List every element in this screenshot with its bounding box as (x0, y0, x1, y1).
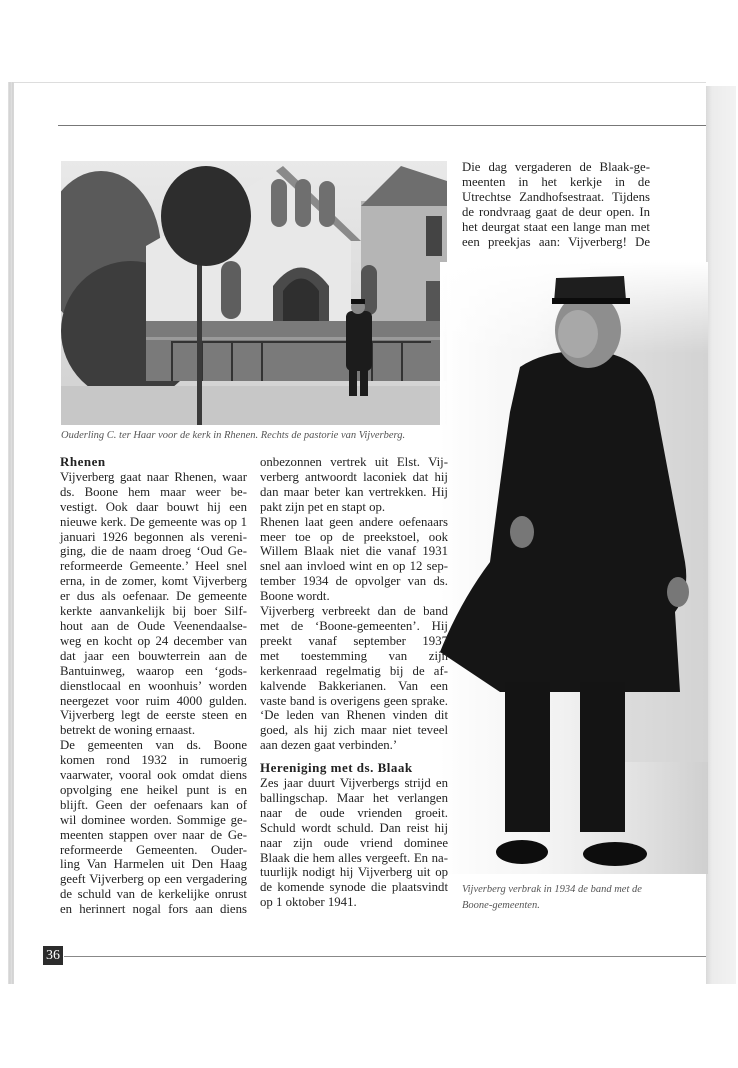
text-line: blijft. Geen der oefenaars kan of (60, 797, 247, 812)
text-line: en herinnert nogal fors aan diens (60, 902, 247, 917)
text-line: geeft Vijverberg op een vergadering (60, 872, 247, 887)
text-line: opvolging ene heikel punt is en (60, 782, 247, 797)
paragraph (260, 515, 448, 604)
text-line: Schuld wordt schuld. Dan reist hij (260, 820, 448, 835)
text-line: hout aan de Oude Veenendaalse- (60, 618, 247, 633)
text-line: de schuld van de kerkelijke onrust (60, 887, 247, 902)
text-line: met toestemming van zijn (260, 648, 448, 663)
text-line: aan dezen gaat verbinden.’ (260, 738, 398, 753)
text-line: dat jaar een bouwterrein aan de (60, 648, 247, 663)
text-line: meenten in het kerkje in de (462, 174, 650, 189)
paragraph (260, 604, 448, 753)
page-edge-right (706, 86, 736, 984)
text-line: kerkte aanvankelijk bij boer Silf- (60, 604, 247, 619)
portrait-photo (440, 262, 708, 874)
bottom-rule (64, 956, 706, 957)
text-line: erna, in de zomer, komt Vijverberg (60, 574, 247, 589)
text-line: dienstlocaal en woonhuis’ worden (60, 678, 247, 693)
text-line: ballingschap. Maar het verlangen (260, 790, 448, 805)
text-line: met de ‘Boone-gemeenten’. Hij (260, 618, 448, 633)
section-heading-rhenen: Rhenen (60, 454, 106, 469)
text-line: kerkenraad regelmatig bij de af- (260, 663, 448, 678)
text-line: het deurgat staat een lange man met (462, 219, 650, 234)
text-line: vestigt. Ook daar bouwt hij een (60, 499, 247, 514)
text-line: Blaak die hem alles vergeeft. En na- (260, 850, 448, 865)
paragraph (260, 776, 448, 910)
text-line: meer toe op de preekstoel, ook (260, 529, 448, 544)
text-line: reformeerde Gemeenten. Ouder- (60, 842, 247, 857)
text-line: vaarwater, vooral ook omdat diens (60, 768, 247, 783)
page-number: 36 (43, 946, 63, 965)
text-line: wil dominee worden. Sommige ge- (60, 812, 247, 827)
text-line: Bantuinweg, waarop een ‘gods- (60, 663, 247, 678)
text-line: nieuwe kerk. De gemeente was op 1 (60, 514, 247, 529)
text-line: verberg antwoordt laconiek dat hij (260, 469, 448, 484)
text-line: Vijverberg verbreekt dan de band (260, 604, 448, 619)
text-line: Die dag vergaderen de Blaak-ge- (462, 160, 650, 174)
text-line: op 1 oktober 1941. (260, 895, 357, 910)
section-heading-hereniging: Hereniging met ds. Blaak (260, 760, 413, 776)
text-line: pakt zijn pet en stapt op. (260, 499, 386, 514)
text-line: snel aan invloed wint en op 12 sep- (260, 559, 448, 574)
text-line: dan maar beter kan vertrekken. Hij (260, 484, 448, 499)
text-line: vaste band is overigens geen sprake. (260, 693, 448, 708)
church-photo-caption: Ouderling C. ter Haar voor de kerk in Rhenen. Rechts de pastorie van Vijverberg. (61, 430, 406, 441)
text-line: Utrechtse Zandhofsestraat. Tijdens (462, 189, 650, 204)
paragraph (60, 470, 247, 738)
paragraph (260, 455, 448, 515)
text-line: ging, die de naam droeg ‘Oud Ge- (60, 544, 247, 559)
text-line: Vijverberg gaat naar Rhenen, waar (60, 469, 247, 484)
text-line: Willem Blaak niet die vanaf 1931 (260, 544, 448, 559)
text-line: naar de oude vrienden groeit. (260, 805, 448, 820)
text-line: tember 1934 de opvolger van ds. (260, 574, 448, 589)
text-line: tuurlijk nodigt hij Vijverberg uit op (260, 865, 448, 880)
text-line: Rhenen laat geen andere oefenaars (260, 514, 448, 529)
text-line: reformeerde Gemeente.’ Heel snel (60, 559, 247, 574)
text-line: goed, als hij zich maar niet teveel (260, 723, 448, 738)
text-line: De gemeenten van ds. Boone (60, 738, 247, 753)
top-rule (58, 125, 706, 126)
text-line: ds. Boone hem maar weer be- (60, 484, 247, 499)
middle-column (260, 455, 448, 910)
text-line: er dus als oefenaar. De gemeente (60, 589, 247, 604)
left-column (60, 455, 247, 917)
paragraph (60, 738, 247, 917)
top-right-text (462, 160, 650, 249)
text-line: betrekt de woning ernaast. (60, 723, 196, 738)
text-line: ling Van Harmelen uit Den Haag (60, 857, 247, 872)
text-line: preekt vanaf september 1937 (260, 633, 448, 648)
text-line: meenten stappen over naar de Ge- (60, 827, 247, 842)
text-line: ‘De leden van Rhenen vinden dit (260, 708, 448, 723)
text-line: een preekjas aan: Vijverberg! De (462, 234, 650, 249)
text-line: de komende synode die plaatsvindt (260, 880, 448, 895)
text-line: onbezonnen vertrek uit Elst. Vij- (260, 455, 448, 469)
text-line: Zes jaar duurt Vijverbergs strijd en (260, 776, 448, 791)
portrait-caption: Vijverberg verbrak in 1934 de band met de Boone-gemeenten. (462, 884, 642, 911)
church-photo (61, 161, 447, 425)
text-line: komen rond 1932 in rumoerig (60, 753, 247, 768)
text-line: neergezet voor ruim 4000 gulden. (60, 693, 247, 708)
text-line: kalvende Bakkerianen. Van een (260, 678, 448, 693)
text-line: januari 1926 begonnen als vereni- (60, 529, 247, 544)
text-line: de rondvraag gaat de deur open. In (462, 204, 650, 219)
text-line: Boone wordt. (260, 589, 330, 604)
text-line: Vijverberg legt de eerste steen en (60, 708, 247, 723)
text-line: naar zijn oude vriend dominee (260, 835, 448, 850)
text-line: weg en kocht op 24 december van (60, 633, 247, 648)
